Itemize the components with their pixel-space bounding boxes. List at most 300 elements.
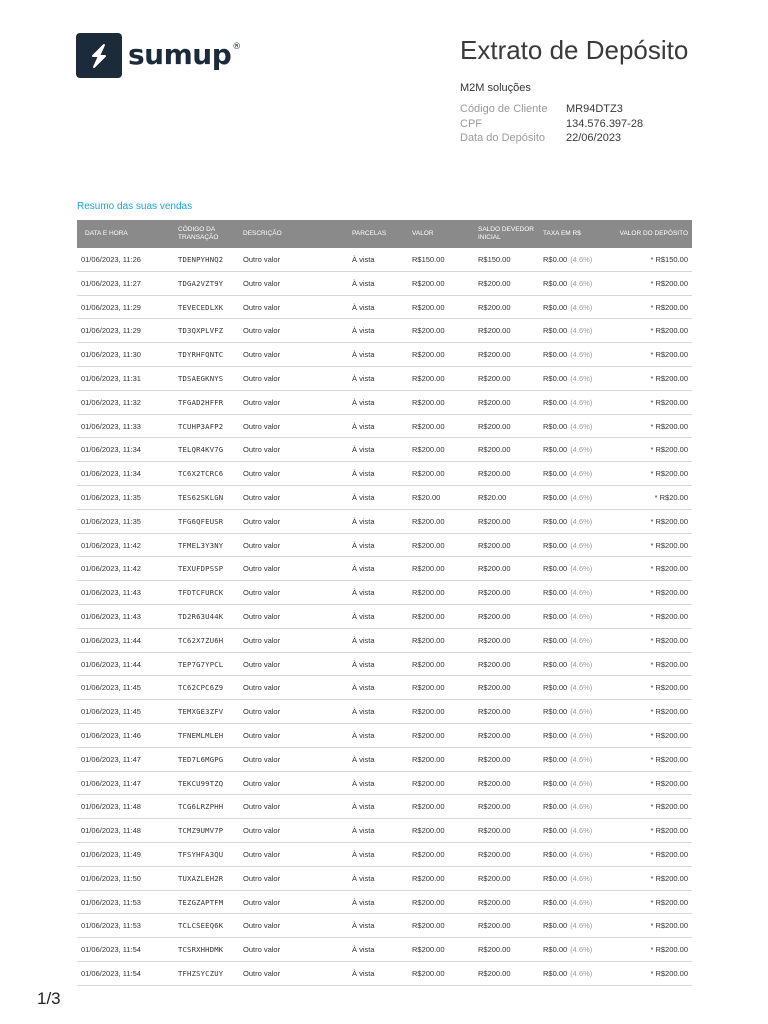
cell-saldo: R$200.00 — [478, 707, 511, 717]
taxa-percent: (4.6%) — [570, 278, 593, 288]
cell-transaction-code: TFDTCFURCK — [178, 588, 224, 598]
cell-parcelas: À vista — [352, 897, 375, 907]
cell-taxa — [543, 867, 592, 890]
cell-valor: R$200.00 — [412, 326, 445, 336]
taxa-amount: R$0.00 — [543, 326, 568, 336]
cell-parcelas: À vista — [352, 635, 375, 645]
cell-parcelas: À vista — [352, 945, 375, 955]
taxa-amount: R$0.00 — [543, 469, 568, 479]
taxa-amount: R$0.00 — [543, 945, 568, 955]
cell-parcelas: À vista — [352, 968, 375, 978]
cell-taxa — [543, 486, 592, 509]
cell-taxa — [543, 319, 592, 342]
cell-description: Outro valor — [243, 588, 281, 598]
cell-date: 01/06/2023, 11:31 — [81, 373, 141, 383]
cell-parcelas: À vista — [352, 802, 375, 812]
cell-saldo: R$200.00 — [478, 564, 511, 574]
cell-taxa — [543, 534, 592, 557]
cell-saldo: R$200.00 — [478, 730, 511, 740]
table-row — [77, 772, 692, 796]
cell-parcelas: À vista — [352, 421, 375, 431]
cell-valor: R$200.00 — [412, 683, 445, 693]
taxa-amount: R$0.00 — [543, 278, 568, 288]
cell-taxa — [543, 272, 592, 295]
cell-taxa — [543, 676, 592, 699]
cpf-row — [460, 118, 643, 133]
deposit-date-row — [460, 132, 643, 147]
cell-deposito: * R$200.00 — [650, 921, 688, 931]
cell-parcelas: À vista — [352, 564, 375, 574]
cell-valor: R$200.00 — [412, 635, 445, 645]
cell-saldo: R$200.00 — [478, 635, 511, 645]
table-row — [77, 748, 692, 772]
cell-description: Outro valor — [243, 778, 281, 788]
cell-valor: R$200.00 — [412, 421, 445, 431]
taxa-percent: (4.6%) — [570, 802, 593, 812]
cell-parcelas: À vista — [352, 278, 375, 288]
cell-date: 01/06/2023, 11:48 — [81, 826, 141, 836]
table-row — [77, 438, 692, 462]
cell-valor: R$200.00 — [412, 921, 445, 931]
taxa-amount: R$0.00 — [543, 255, 568, 264]
cell-valor: R$200.00 — [412, 873, 445, 883]
cell-description: Outro valor — [243, 754, 281, 764]
table-row — [77, 557, 692, 581]
taxa-percent: (4.6%) — [570, 778, 593, 788]
taxa-percent: (4.6%) — [570, 255, 593, 264]
cell-deposito: * R$200.00 — [650, 707, 688, 717]
cell-valor: R$200.00 — [412, 778, 445, 788]
table-row — [77, 819, 692, 843]
cell-parcelas: À vista — [352, 445, 375, 455]
transactions-table-body — [77, 248, 692, 986]
cell-parcelas: À vista — [352, 659, 375, 669]
cell-deposito: * R$20.00 — [654, 492, 688, 502]
cell-description: Outro valor — [243, 255, 281, 264]
taxa-percent: (4.6%) — [570, 421, 593, 431]
cell-saldo: R$200.00 — [478, 945, 511, 955]
cell-date: 01/06/2023, 11:47 — [81, 754, 141, 764]
table-row — [77, 724, 692, 748]
cell-date: 01/06/2023, 11:47 — [81, 778, 141, 788]
taxa-amount: R$0.00 — [543, 445, 568, 455]
cell-description: Outro valor — [243, 921, 281, 931]
cell-valor: R$200.00 — [412, 730, 445, 740]
cell-valor: R$20.00 — [412, 492, 441, 502]
cell-date: 01/06/2023, 11:32 — [81, 397, 141, 407]
deposit-date-value: 22/06/2023 — [566, 132, 622, 144]
cell-saldo: R$200.00 — [478, 397, 511, 407]
cell-taxa — [543, 557, 592, 580]
cell-date: 01/06/2023, 11:35 — [81, 516, 141, 526]
cell-taxa — [543, 248, 592, 271]
cell-date: 01/06/2023, 11:54 — [81, 968, 141, 978]
cell-deposito: * R$200.00 — [650, 326, 688, 336]
cell-deposito: * R$200.00 — [650, 849, 688, 859]
cell-deposito: * R$200.00 — [650, 683, 688, 693]
taxa-amount: R$0.00 — [543, 611, 568, 621]
cell-valor: R$200.00 — [412, 849, 445, 859]
deposit-date-label: Data do Depósito — [460, 132, 545, 144]
page-number: 1/3 — [37, 989, 61, 1008]
cell-taxa — [543, 962, 592, 985]
col-desc-header: DESCRIÇÃO — [243, 230, 282, 238]
table-row — [77, 391, 692, 415]
cell-transaction-code: TC62CPC6Z9 — [178, 683, 224, 693]
cell-transaction-code: TFMEL3Y3NY — [178, 540, 224, 550]
cell-valor: R$200.00 — [412, 373, 445, 383]
taxa-amount: R$0.00 — [543, 778, 568, 788]
cell-saldo: R$200.00 — [478, 849, 511, 859]
cell-transaction-code: TELQR4KV7G — [178, 445, 224, 455]
cell-deposito: * R$200.00 — [650, 350, 688, 360]
cell-description: Outro valor — [243, 730, 281, 740]
cell-taxa — [543, 724, 592, 747]
cell-transaction-code: TFSYHFA3QU — [178, 849, 224, 859]
cell-valor: R$200.00 — [412, 707, 445, 717]
taxa-amount: R$0.00 — [543, 849, 568, 859]
taxa-percent: (4.6%) — [570, 897, 593, 907]
cell-taxa — [543, 343, 592, 366]
cell-deposito: * R$200.00 — [650, 754, 688, 764]
cell-taxa — [543, 367, 592, 390]
taxa-percent: (4.6%) — [570, 516, 593, 526]
cell-parcelas: À vista — [352, 469, 375, 479]
cell-parcelas: À vista — [352, 540, 375, 550]
company-name: M2M soluções — [460, 82, 531, 94]
cell-valor: R$200.00 — [412, 302, 445, 312]
cell-saldo: R$200.00 — [478, 611, 511, 621]
cell-deposito: * R$200.00 — [650, 659, 688, 669]
table-row — [77, 486, 692, 510]
cell-deposito: * R$200.00 — [650, 540, 688, 550]
cell-taxa — [543, 748, 592, 771]
table-row — [77, 914, 692, 938]
taxa-percent: (4.6%) — [570, 564, 593, 574]
cell-valor: R$200.00 — [412, 826, 445, 836]
col-date-header: DATA E HORA — [85, 230, 128, 238]
cell-parcelas: À vista — [352, 778, 375, 788]
table-row — [77, 891, 692, 915]
table-row — [77, 629, 692, 653]
client-code-value: MR94DTZ3 — [566, 103, 623, 115]
cell-taxa — [543, 629, 592, 652]
cell-saldo: R$200.00 — [478, 802, 511, 812]
table-row — [77, 415, 692, 439]
cell-valor: R$200.00 — [412, 802, 445, 812]
cell-description: Outro valor — [243, 445, 281, 455]
cell-taxa — [543, 700, 592, 723]
cell-transaction-code: TCSRXHHDMK — [178, 945, 224, 955]
col-parcelas-header: PARCELAS — [352, 230, 387, 238]
cell-parcelas: À vista — [352, 516, 375, 526]
sumup-wordmark: sumup® — [128, 38, 241, 71]
client-code-label: Código de Cliente — [460, 103, 548, 115]
cell-deposito: * R$200.00 — [650, 278, 688, 288]
cell-date: 01/06/2023, 11:53 — [81, 921, 141, 931]
cell-description: Outro valor — [243, 397, 281, 407]
cell-saldo: R$200.00 — [478, 754, 511, 764]
cell-deposito: * R$200.00 — [650, 945, 688, 955]
cell-saldo: R$200.00 — [478, 921, 511, 931]
taxa-amount: R$0.00 — [543, 421, 568, 431]
cell-valor: R$200.00 — [412, 897, 445, 907]
cell-parcelas: À vista — [352, 350, 375, 360]
cell-valor: R$150.00 — [412, 255, 445, 264]
taxa-percent: (4.6%) — [570, 849, 593, 859]
taxa-percent: (4.6%) — [570, 826, 593, 836]
cell-date: 01/06/2023, 11:50 — [81, 873, 141, 883]
cell-deposito: * R$200.00 — [650, 802, 688, 812]
cell-saldo: R$150.00 — [478, 255, 511, 264]
cell-taxa — [543, 296, 592, 319]
taxa-amount: R$0.00 — [543, 397, 568, 407]
taxa-percent: (4.6%) — [570, 492, 593, 502]
table-row — [77, 700, 692, 724]
sales-summary-title: Resumo das suas vendas — [77, 201, 193, 212]
taxa-percent: (4.6%) — [570, 302, 593, 312]
cell-date: 01/06/2023, 11:43 — [81, 588, 141, 598]
taxa-amount: R$0.00 — [543, 588, 568, 598]
taxa-amount: R$0.00 — [543, 897, 568, 907]
cell-transaction-code: TES62SKLGN — [178, 492, 224, 502]
cell-deposito: * R$200.00 — [650, 635, 688, 645]
cell-date: 01/06/2023, 11:45 — [81, 707, 141, 717]
taxa-amount: R$0.00 — [543, 873, 568, 883]
cell-date: 01/06/2023, 11:53 — [81, 897, 141, 907]
cell-date: 01/06/2023, 11:26 — [81, 255, 141, 264]
cell-parcelas: À vista — [352, 826, 375, 836]
taxa-amount: R$0.00 — [543, 921, 568, 931]
cell-taxa — [543, 462, 592, 485]
cell-saldo: R$200.00 — [478, 516, 511, 526]
cell-taxa — [543, 938, 592, 961]
cell-date: 01/06/2023, 11:33 — [81, 421, 141, 431]
taxa-percent: (4.6%) — [570, 635, 593, 645]
taxa-percent: (4.6%) — [570, 683, 593, 693]
cell-valor: R$200.00 — [412, 588, 445, 598]
cell-description: Outro valor — [243, 849, 281, 859]
taxa-percent: (4.6%) — [570, 730, 593, 740]
cell-transaction-code: TDSAEGKNYS — [178, 373, 224, 383]
table-row — [77, 343, 692, 367]
cell-taxa — [543, 510, 592, 533]
cell-transaction-code: TD3QXPLVFZ — [178, 326, 224, 336]
cell-valor: R$200.00 — [412, 611, 445, 621]
sumup-logo — [76, 33, 241, 78]
taxa-percent: (4.6%) — [570, 968, 593, 978]
table-row — [77, 653, 692, 677]
taxa-percent: (4.6%) — [570, 397, 593, 407]
cell-date: 01/06/2023, 11:29 — [81, 302, 141, 312]
cell-saldo: R$200.00 — [478, 302, 511, 312]
taxa-percent: (4.6%) — [570, 707, 593, 717]
cell-description: Outro valor — [243, 373, 281, 383]
cell-transaction-code: TEZGZAPTFM — [178, 897, 224, 907]
cell-taxa — [543, 653, 592, 676]
taxa-amount: R$0.00 — [543, 564, 568, 574]
cell-description: Outro valor — [243, 826, 281, 836]
cell-description: Outro valor — [243, 683, 281, 693]
cell-valor: R$200.00 — [412, 397, 445, 407]
col-saldo-header: SALDO DEVEDOR INICIAL — [478, 226, 534, 241]
cell-date: 01/06/2023, 11:45 — [81, 683, 141, 693]
cell-saldo: R$200.00 — [478, 469, 511, 479]
col-deposito-header: VALOR DO DEPÓSITO — [619, 230, 688, 238]
cell-saldo: R$200.00 — [478, 588, 511, 598]
cell-parcelas: À vista — [352, 849, 375, 859]
cell-date: 01/06/2023, 11:27 — [81, 278, 141, 288]
document-title: Extrato de Depósito — [460, 35, 689, 65]
cell-saldo: R$200.00 — [478, 445, 511, 455]
cell-saldo: R$200.00 — [478, 897, 511, 907]
cell-date: 01/06/2023, 11:46 — [81, 730, 141, 740]
cell-date: 01/06/2023, 11:54 — [81, 945, 141, 955]
taxa-amount: R$0.00 — [543, 373, 568, 383]
cell-deposito: * R$200.00 — [650, 873, 688, 883]
cell-description: Outro valor — [243, 802, 281, 812]
taxa-percent: (4.6%) — [570, 754, 593, 764]
table-row — [77, 272, 692, 296]
cell-description: Outro valor — [243, 945, 281, 955]
cell-deposito: * R$200.00 — [650, 373, 688, 383]
taxa-amount: R$0.00 — [543, 516, 568, 526]
cell-parcelas: À vista — [352, 588, 375, 598]
cell-transaction-code: TFNEMLMLEH — [178, 730, 224, 740]
cell-parcelas: À vista — [352, 730, 375, 740]
cell-parcelas: À vista — [352, 707, 375, 717]
cell-transaction-code: TDGA2VZT9Y — [178, 278, 224, 288]
cell-deposito: * R$200.00 — [650, 421, 688, 431]
cell-transaction-code: TEKCU99TZQ — [178, 778, 224, 788]
cell-description: Outro valor — [243, 492, 281, 502]
taxa-percent: (4.6%) — [570, 540, 593, 550]
cell-parcelas: À vista — [352, 873, 375, 883]
table-row — [77, 867, 692, 891]
cell-transaction-code: TCMZ9UMV7P — [178, 826, 224, 836]
cell-description: Outro valor — [243, 968, 281, 978]
col-taxa-header: TAXA EM R$ — [543, 230, 581, 238]
cell-date: 01/06/2023, 11:48 — [81, 802, 141, 812]
cell-date: 01/06/2023, 11:30 — [81, 350, 141, 360]
cell-description: Outro valor — [243, 516, 281, 526]
cell-valor: R$200.00 — [412, 968, 445, 978]
cell-saldo: R$200.00 — [478, 278, 511, 288]
cell-taxa — [543, 843, 592, 866]
table-row — [77, 605, 692, 629]
cell-valor: R$200.00 — [412, 469, 445, 479]
cell-valor: R$200.00 — [412, 350, 445, 360]
cell-description: Outro valor — [243, 707, 281, 717]
cell-saldo: R$200.00 — [478, 778, 511, 788]
cell-date: 01/06/2023, 11:44 — [81, 659, 141, 669]
cell-date: 01/06/2023, 11:42 — [81, 564, 141, 574]
table-row — [77, 510, 692, 534]
cell-parcelas: À vista — [352, 492, 375, 502]
cell-description: Outro valor — [243, 421, 281, 431]
cell-transaction-code: TDYRHFQNTC — [178, 350, 224, 360]
cell-taxa — [543, 438, 592, 461]
cell-parcelas: À vista — [352, 921, 375, 931]
taxa-amount: R$0.00 — [543, 540, 568, 550]
cell-date: 01/06/2023, 11:29 — [81, 326, 141, 336]
taxa-amount: R$0.00 — [543, 730, 568, 740]
cell-valor: R$200.00 — [412, 659, 445, 669]
cell-transaction-code: TEMXGE3ZFV — [178, 707, 224, 717]
taxa-percent: (4.6%) — [570, 445, 593, 455]
cell-transaction-code: TEXUFDPSSP — [178, 564, 224, 574]
cpf-value: 134.576.397-28 — [566, 117, 644, 130]
cell-saldo: R$200.00 — [478, 421, 511, 431]
cell-description: Outro valor — [243, 278, 281, 288]
cell-taxa — [543, 795, 592, 818]
taxa-percent: (4.6%) — [570, 469, 593, 479]
cell-transaction-code: TFGAD2HFFR — [178, 397, 224, 407]
cell-taxa — [543, 415, 592, 438]
taxa-percent: (4.6%) — [570, 921, 593, 931]
cell-valor: R$200.00 — [412, 516, 445, 526]
taxa-amount: R$0.00 — [543, 302, 568, 312]
table-row — [77, 581, 692, 605]
table-row — [77, 296, 692, 320]
cell-deposito: * R$150.00 — [650, 255, 688, 264]
cell-saldo: R$200.00 — [478, 326, 511, 336]
cell-date: 01/06/2023, 11:42 — [81, 540, 141, 550]
cell-deposito: * R$200.00 — [650, 397, 688, 407]
client-info — [460, 103, 643, 147]
table-row — [77, 676, 692, 700]
cell-date: 01/06/2023, 11:34 — [81, 445, 141, 455]
table-row — [77, 248, 692, 272]
taxa-percent: (4.6%) — [570, 588, 593, 598]
cell-valor: R$200.00 — [412, 278, 445, 288]
table-row — [77, 462, 692, 486]
cell-description: Outro valor — [243, 540, 281, 550]
cell-parcelas: À vista — [352, 373, 375, 383]
cell-deposito: * R$200.00 — [650, 564, 688, 574]
taxa-percent: (4.6%) — [570, 873, 593, 883]
cell-deposito: * R$200.00 — [650, 588, 688, 598]
cell-saldo: R$200.00 — [478, 873, 511, 883]
taxa-amount: R$0.00 — [543, 683, 568, 693]
cell-description: Outro valor — [243, 350, 281, 360]
table-row — [77, 367, 692, 391]
taxa-amount: R$0.00 — [543, 968, 568, 978]
table-header — [77, 220, 692, 248]
taxa-amount: R$0.00 — [543, 350, 568, 360]
cell-valor: R$200.00 — [412, 540, 445, 550]
cell-description: Outro valor — [243, 302, 281, 312]
cell-transaction-code: TED7L6MGPG — [178, 754, 224, 764]
cell-transaction-code: TUXAZLEH2R — [178, 873, 224, 883]
taxa-amount: R$0.00 — [543, 659, 568, 669]
cell-transaction-code: TD2R63U44K — [178, 611, 224, 621]
cell-taxa — [543, 581, 592, 604]
cell-saldo: R$200.00 — [478, 659, 511, 669]
cell-deposito: * R$200.00 — [650, 826, 688, 836]
cell-parcelas: À vista — [352, 397, 375, 407]
cell-description: Outro valor — [243, 469, 281, 479]
cell-valor: R$200.00 — [412, 564, 445, 574]
cell-valor: R$200.00 — [412, 945, 445, 955]
cell-taxa — [543, 819, 592, 842]
cell-deposito: * R$200.00 — [650, 469, 688, 479]
cell-saldo: R$200.00 — [478, 968, 511, 978]
taxa-amount: R$0.00 — [543, 802, 568, 812]
taxa-percent: (4.6%) — [570, 350, 593, 360]
col-valor-header: VALOR — [412, 230, 434, 238]
cell-date: 01/06/2023, 11:35 — [81, 492, 141, 502]
